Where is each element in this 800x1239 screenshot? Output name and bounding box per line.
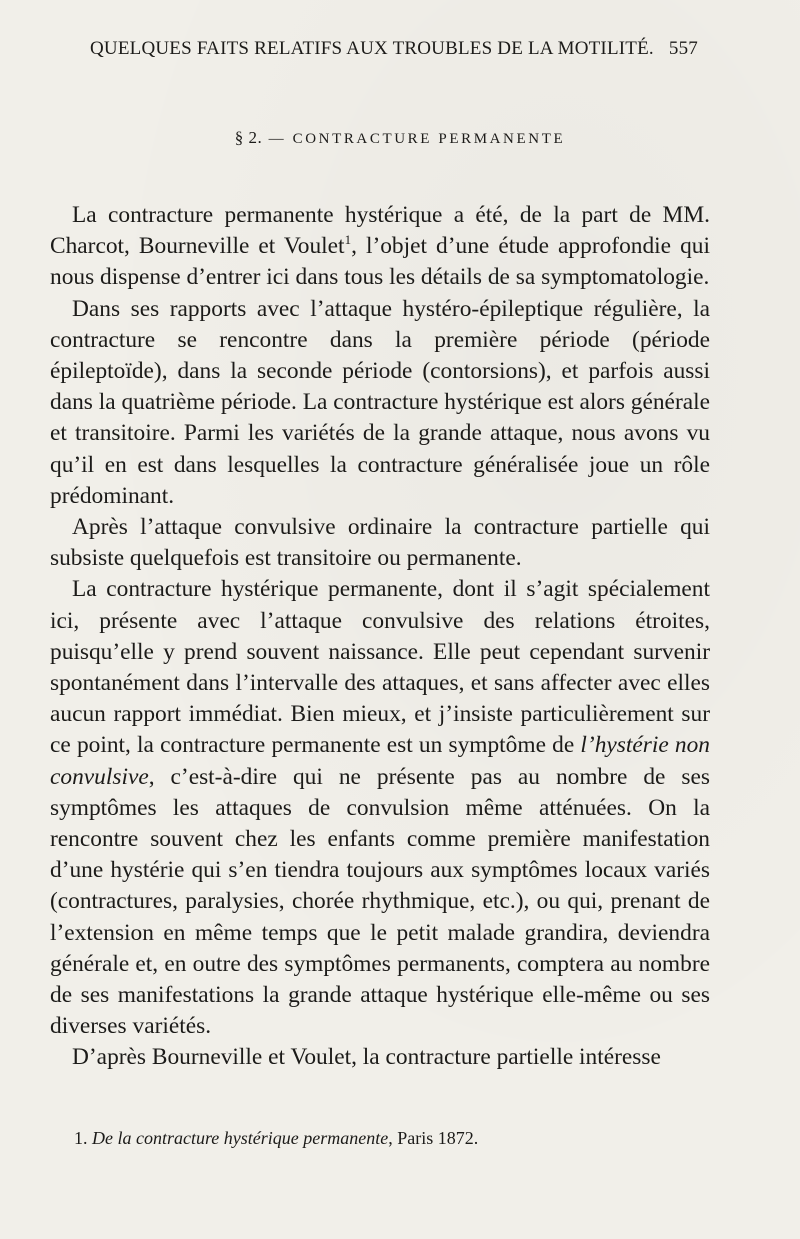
footnote-rest: , Paris 1872. — [388, 1128, 479, 1148]
paragraph-4-text-continued: , c’est-à-dire qui ne présente pas au nombre de ses symptômes les attaques de convulsion même atténuées. On la rencontre souvent chez les enfants comme première manifestation d’une hystérie qui s’en tiendra toujours aux symptômes locaux variés (contractures, paralysies, chorée rhythmique, etc.), ou qui, prenant de l’extension en même temps que le petit malade grandira, deviendra générale et, en outre des symptômes permanents, comptera au nombre de ses manifestations la grande attaque hystérique elle-même ou ses diverses variétés. — [50, 763, 710, 1040]
paragraph-2: Dans ses rapports avec l’attaque hystéro-épileptique régulière, la contracture se rencontre dans la première période (période épileptoïde), dans la seconde période (contorsions), et parfois aussi dans la quatrième période. La contracture hystérique est alors générale et transitoire. Parmi les variétés de la grande attaque, nous avons vu qu’il en est dans lesquelles la contracture généralisée joue un rôle prédominant. — [50, 295, 710, 509]
running-head — [90, 38, 710, 66]
footnote — [74, 1128, 714, 1149]
paragraph-3: Après l’attaque convulsive ordinaire la contracture partielle qui subsiste quelquefois est transitoire ou permanente. — [50, 514, 710, 572]
paragraph-4 — [50, 574, 710, 1042]
section-heading — [0, 128, 800, 148]
paragraph-1-text-continued: , l’objet d’une étude approfondie qui nous dispense d’entrer ici dans tous les détails de sa symptomatologie. — [50, 233, 710, 291]
page-number: 557 — [668, 38, 698, 59]
running-title: QUELQUES FAITS RELATIFS AUX TROUBLES DE LA MOTILITÉ. — [90, 38, 654, 59]
section-title: CONTRACTURE PERMANENTE — [292, 131, 566, 147]
section-mark: § 2. — [234, 128, 263, 147]
footnote-reference: 1 — [344, 232, 352, 248]
section-dash: — — [268, 131, 287, 147]
footnote-title: De la contracture hystérique permanente — [92, 1128, 389, 1148]
paragraph-5: D’après Bourneville et Voulet, la contracture partielle intéresse — [72, 1044, 661, 1071]
footnote-number: 1. — [74, 1128, 88, 1148]
paragraph-4-text: La contracture hystérique permanente, dont il s’agit spécialement ici, présente avec l’attaque convulsive des relations étroites, puisqu’elle y prend souvent naissance. Elle peut cependant survenir spontanément dans l’intervalle des attaques, et sans affecter avec elles aucun rapport immédiat. Bien mieux, et j’insiste particulièrement sur ce point, la contracture permanente est un symptôme de — [50, 576, 710, 759]
paragraph-1-text: La contracture permanente hystérique a été, de la part de MM. Charcot, Bourneville et Voulet — [50, 202, 710, 260]
emphasis-hysterie-non-convulsive: l’hystérie non convulsive — [50, 732, 711, 790]
body-text — [50, 200, 710, 1074]
paragraph-1 — [50, 200, 710, 294]
